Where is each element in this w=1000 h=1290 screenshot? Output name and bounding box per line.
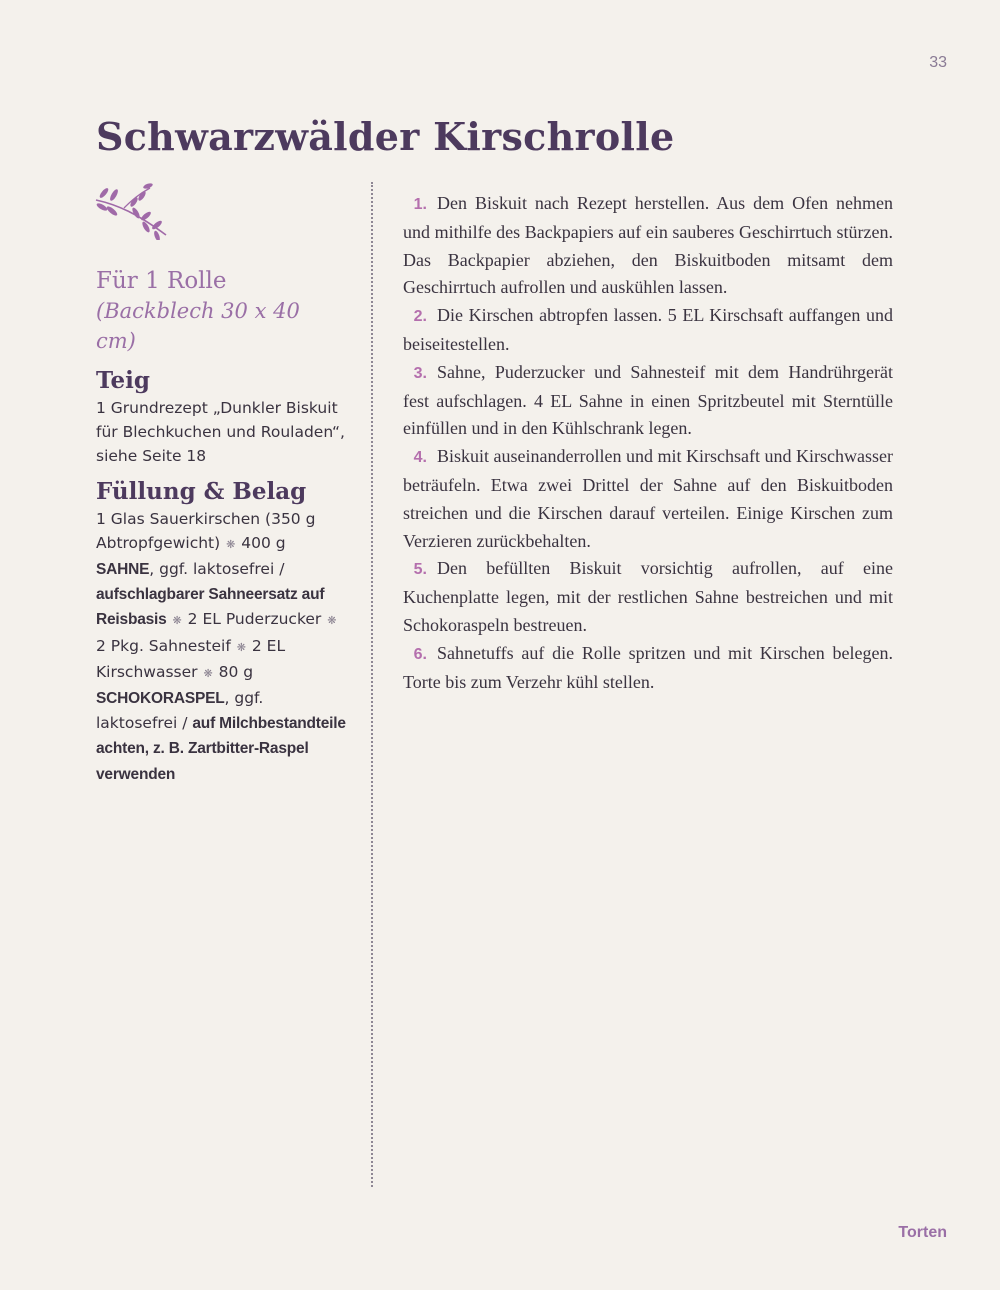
ingredient-cream-amount: 400 g bbox=[241, 533, 286, 552]
step-text: Biskuit auseinanderrollen und mit Kirschsaft und Kirschwasser beträufeln. Etwa zwei Drittel der Sahne auf den Biskuitboden streichen und die Kirschen darauf verteilen. Einige Kirschen zum Verzieren zurückbehalten. bbox=[403, 446, 893, 551]
step bbox=[403, 443, 893, 555]
step-number: 3. bbox=[413, 364, 427, 382]
step-text: Den befüllten Biskuit vorsichtig aufrollen, auf eine Kuchenplatte legen, mit der restlichen Sahne bestreichen und mit Schokoraspeln bestreuen. bbox=[403, 558, 893, 635]
ingredient-chocolate-amount: 80 g bbox=[218, 662, 254, 681]
separator-icon: ❋ bbox=[203, 666, 213, 680]
step bbox=[403, 302, 893, 359]
ingredient-powdered-sugar: 2 EL Puderzucker bbox=[187, 610, 322, 629]
step bbox=[403, 190, 893, 302]
step-text: Den Biskuit nach Rezept herstellen. Aus dem Ofen nehmen und mithilfe des Backpapiers auf ein sauberes Geschirrtuch stürzen. Das Backpapier abziehen, den Biskuitboden mitsamt dem Geschirrtuch aufrollen und auskühlen lassen. bbox=[403, 193, 893, 298]
fuellung-ingredients bbox=[96, 507, 346, 787]
teig-ingredients: 1 Grundrezept „Dunkler Biskuit für Blechkuchen und Rouladen“, siehe Seite 18 bbox=[96, 399, 345, 466]
ingredient-cherries: 1 Glas Sauerkirschen (350 g Abtropfgewicht) bbox=[96, 509, 316, 552]
page-number: 33 bbox=[929, 54, 947, 71]
separator-icon: ❋ bbox=[327, 614, 337, 628]
ingredient-chocolate-alternative: auf Milchbestandteile achten, z. B. Zartbitter-Raspel verwenden bbox=[96, 715, 346, 783]
step-number: 6. bbox=[413, 645, 427, 663]
separator-icon: ❋ bbox=[236, 640, 246, 654]
leaf-sprig-icon bbox=[94, 180, 172, 240]
step bbox=[403, 640, 893, 697]
step-number: 1. bbox=[413, 196, 427, 213]
ingredient-chocolate-note: , ggf. laktosefrei / bbox=[96, 689, 264, 733]
step-text: Sahne, Puderzucker und Sahnesteif mit dem Handrührgerät fest aufschlagen. 4 EL Sahne in einen Spritzbeutel mit Sterntülle einfüllen und in den Kühlschrank legen. bbox=[403, 361, 893, 439]
recipe-title: Schwarzwälder Kirschrolle bbox=[96, 114, 675, 159]
teig-heading: Teig bbox=[96, 367, 150, 394]
separator-icon: ❋ bbox=[226, 537, 236, 551]
fuellung-heading: Füllung & Belag bbox=[96, 477, 307, 505]
ingredient-sahnesteif: 2 Pkg. Sahnesteif bbox=[96, 636, 231, 655]
instructions-column bbox=[403, 190, 893, 696]
ingredients-column bbox=[96, 266, 346, 787]
ingredient-kirschwasser: 2 EL Kirschwasser bbox=[96, 636, 286, 681]
step bbox=[403, 359, 893, 443]
step bbox=[403, 555, 893, 639]
step-text: Die Kirschen abtropfen lassen. 5 EL Kirschsaft auffangen und beiseitestellen. bbox=[403, 305, 893, 354]
column-divider bbox=[371, 182, 373, 1187]
chapter-label: Torten bbox=[898, 1224, 947, 1241]
ingredient-cream-note: , ggf. laktosefrei / bbox=[149, 560, 285, 579]
separator-icon: ❋ bbox=[172, 614, 182, 628]
ingredient-chocolate: SCHOKORASPEL bbox=[96, 690, 225, 708]
yield-subtitle: (Backblech 30 x 40 cm) bbox=[96, 299, 300, 353]
ingredient-cream-alternative: aufschlagbarer Sahneersatz auf Reisbasis bbox=[96, 586, 325, 629]
step-text: Sahnetuffs auf die Rolle spritzen und mit Kirschen belegen. Torte bis zum Verzehr kühl stellen. bbox=[403, 642, 893, 692]
ingredient-cream: SAHNE bbox=[96, 561, 150, 579]
step-number: 5. bbox=[413, 561, 427, 579]
step-number: 4. bbox=[413, 449, 427, 467]
yield-title: Für 1 Rolle bbox=[96, 268, 227, 294]
step-number: 2. bbox=[413, 308, 427, 326]
